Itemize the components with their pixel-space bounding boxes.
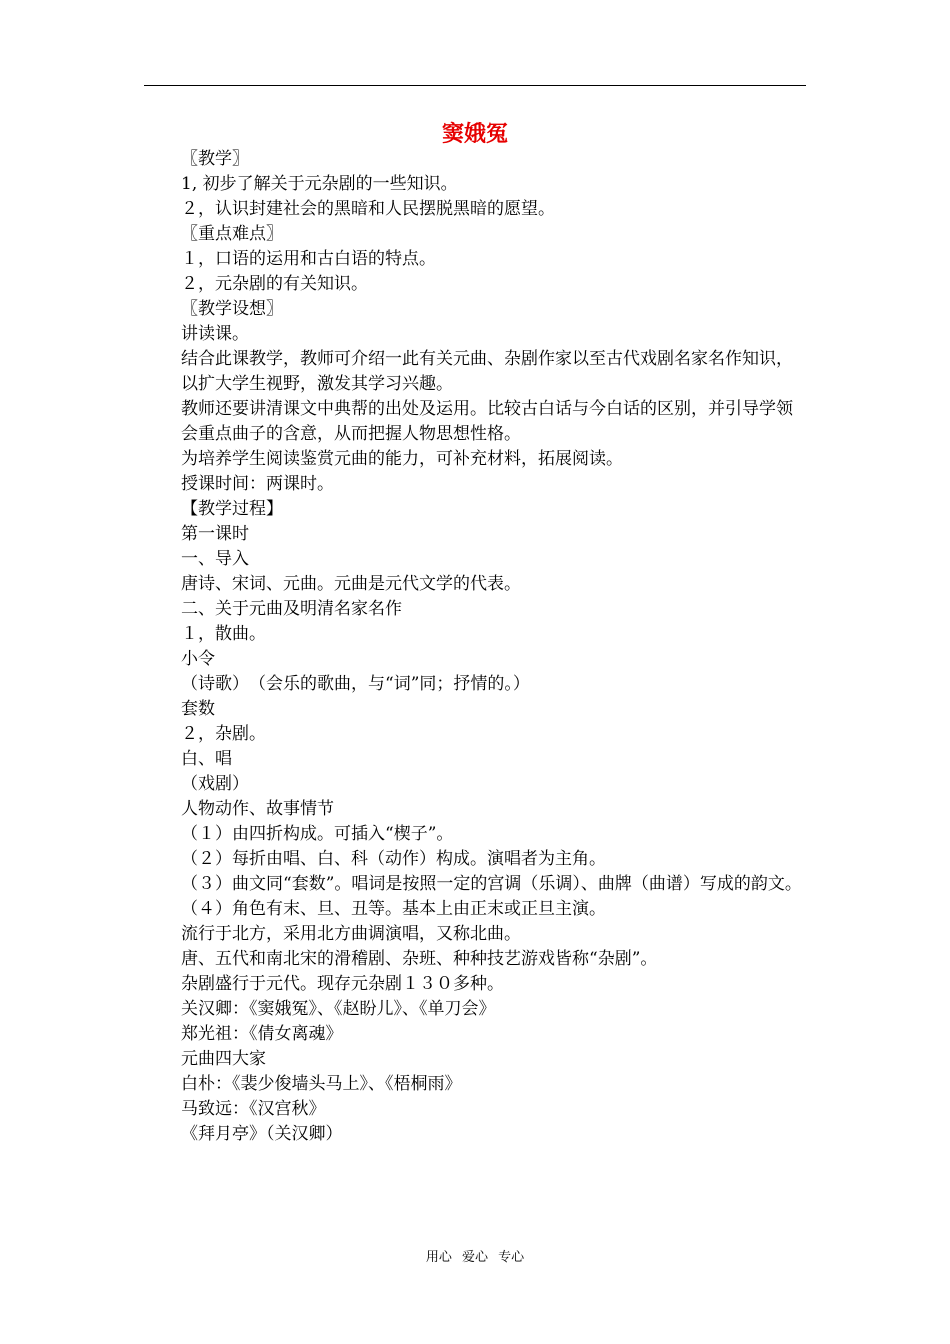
section-heading: 〖重点难点〗 <box>181 224 283 244</box>
paragraph: 白、唱 <box>181 749 232 769</box>
section-heading: 〖教学〗 <box>181 149 249 169</box>
paragraph: 人物动作、故事情节 <box>181 799 334 819</box>
paragraph: 授课时间：两课时。 <box>181 474 334 494</box>
paragraph: 流行于北方，采用北方曲调演唱，又称北曲。 <box>181 924 521 944</box>
paragraph: （２）每折由唱、白、科（动作）构成。演唱者为主角。 <box>181 849 606 869</box>
document-title: 窦娥冤 <box>441 122 508 147</box>
section-heading: 【教学过程】 <box>181 499 283 519</box>
paragraph: ２，认识封建社会的黑暗和人民摆脱黑暗的愿望。 <box>181 199 555 219</box>
paragraph: 白朴：《裴少俊墙头马上》、《梧桐雨》 <box>181 1074 462 1094</box>
paragraph: 唐诗、宋词、元曲。元曲是元代文学的代表。 <box>181 574 521 594</box>
section-heading: 〖教学设想〗 <box>181 299 283 319</box>
paragraph: １，散曲。 <box>181 624 266 644</box>
paragraph: 结合此课教学，教师可介绍一此有关元曲、杂剧作家以至古代戏剧名家名作知识， <box>181 349 793 369</box>
paragraph: 教师还要讲清课文中典帮的出处及运用。比较古白话与今白话的区别，并引导学领 <box>181 399 793 419</box>
paragraph: （１）由四折构成。可插入“楔子”。 <box>181 824 454 844</box>
paragraph: 郑光祖：《倩女离魂》 <box>181 1024 343 1044</box>
paragraph: ２，杂剧。 <box>181 724 266 744</box>
paragraph: 唐、五代和南北宋的滑稽剧、杂班、种种技艺游戏皆称“杂剧”。 <box>181 949 658 969</box>
paragraph: ２，元杂剧的有关知识。 <box>181 274 368 294</box>
paragraph: 会重点曲子的含意，从而把握人物思想性格。 <box>181 424 521 444</box>
paragraph: 元曲四大家 <box>181 1049 266 1069</box>
paragraph: （４）角色有末、旦、丑等。基本上由正末或正旦主演。 <box>181 899 606 919</box>
paragraph: （３）曲文同“套数”。唱词是按照一定的宫调（乐调）、曲牌（曲谱）写成的韵文。 <box>181 874 802 894</box>
paragraph: 杂剧盛行于元代。现存元杂剧１３０多种。 <box>181 974 504 994</box>
paragraph: １，口语的运用和古白语的特点。 <box>181 249 436 269</box>
paragraph: 为培养学生阅读鉴赏元曲的能力，可补充材料，拓展阅读。 <box>181 449 623 469</box>
page-footer: 用心 爱心 专心 <box>425 1250 525 1265</box>
paragraph: （诗歌） （会乐的歌曲，与“词”同；抒情的。） <box>181 674 530 694</box>
paragraph: 套数 <box>181 699 215 719</box>
paragraph: 一、导入 <box>181 549 249 569</box>
paragraph: 1, 初步了解关于元杂剧的一些知识。 <box>181 174 458 194</box>
paragraph: 以扩大学生视野，激发其学习兴趣。 <box>181 374 453 394</box>
paragraph: 关汉卿：《窦娥冤》、《赵盼儿》、《单刀会》 <box>181 999 496 1019</box>
paragraph: 二、关于元曲及明清名家名作 <box>181 599 402 619</box>
paragraph: 《拜月亭》（关汉卿） <box>181 1124 343 1144</box>
header-rule <box>144 85 806 86</box>
paragraph: 小令 <box>181 649 215 669</box>
paragraph: （戏剧） <box>181 774 249 794</box>
paragraph: 马致远：《汉宫秋》 <box>181 1099 326 1119</box>
paragraph: 第一课时 <box>181 524 249 544</box>
paragraph: 讲读课。 <box>181 324 249 344</box>
document-body <box>144 147 808 1147</box>
